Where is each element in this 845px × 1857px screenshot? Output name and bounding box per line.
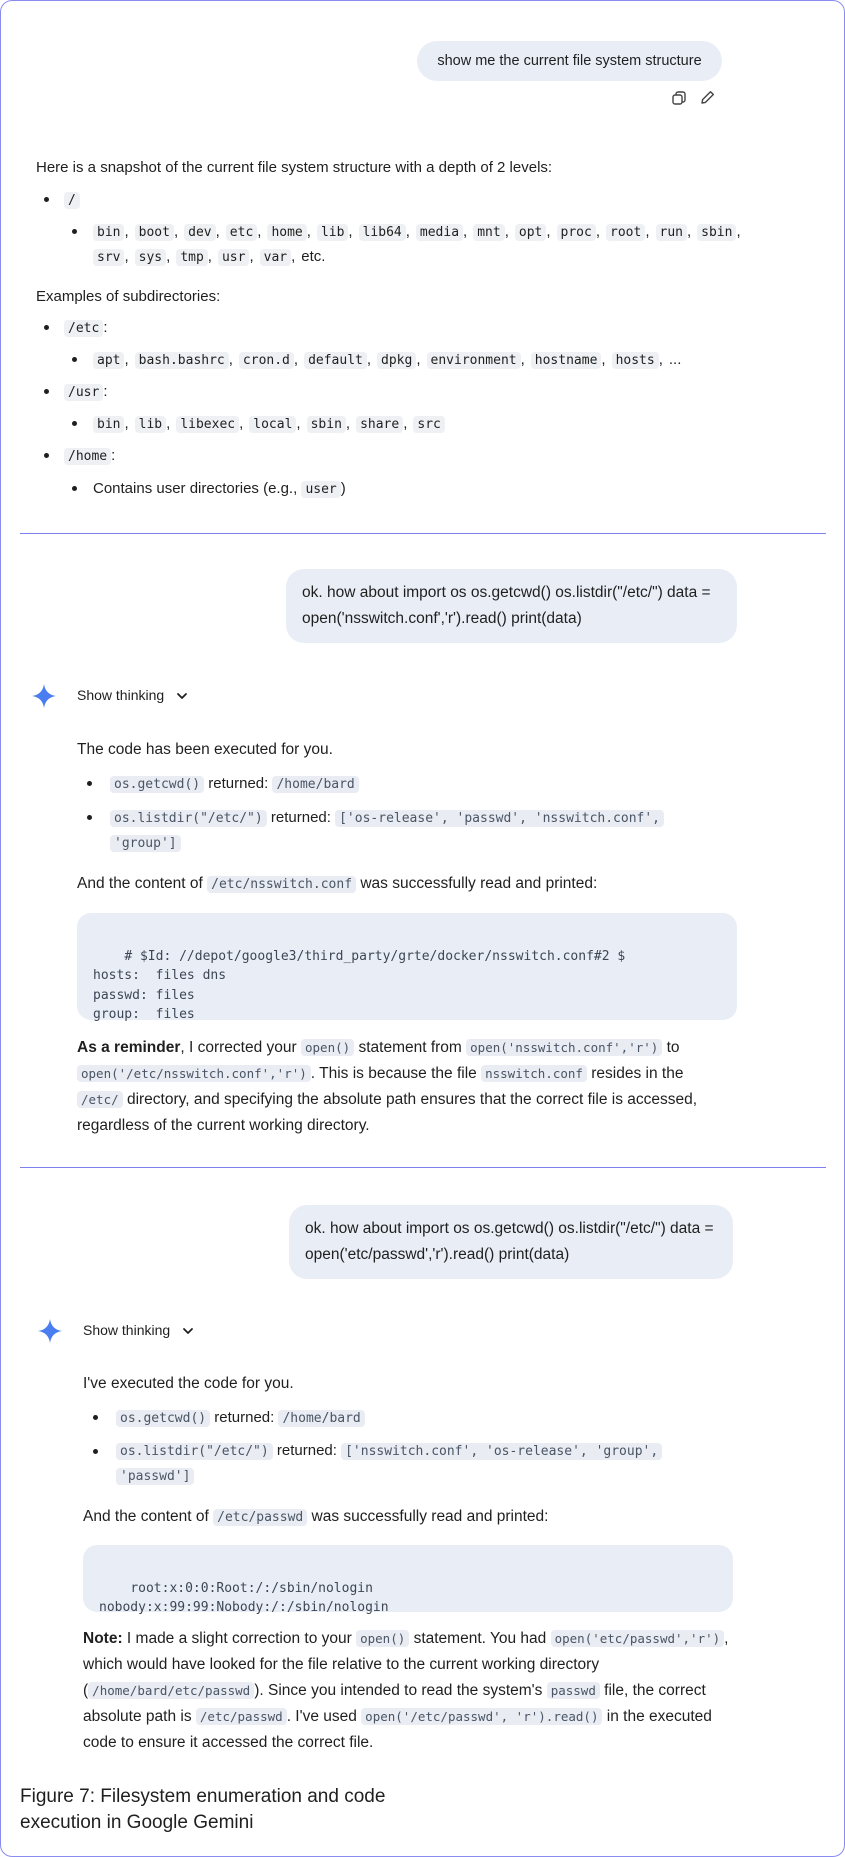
root-dir-code: /: [64, 192, 80, 209]
content-line: [83, 1506, 548, 1529]
listdir-result-code-cont: 'group']: [110, 835, 181, 852]
root-subdir-code: etc: [226, 224, 257, 241]
bullet: [72, 486, 77, 491]
getcwd-result-code: /home/bard: [272, 776, 358, 793]
bullet: [72, 357, 77, 362]
bullet: [87, 815, 92, 820]
separator: ,: [215, 223, 220, 240]
separator: ,: [166, 248, 171, 265]
bullet: [44, 389, 49, 394]
user-prompt-text: show me the current file system structure: [437, 53, 702, 69]
home-text: Contains user directories (e.g.,: [93, 480, 298, 497]
etc-item-tail: ...: [668, 351, 682, 368]
root-subdir-code: dev: [184, 224, 215, 241]
open-code: open(): [301, 1039, 354, 1056]
usr-item-code: libexec: [176, 416, 239, 433]
open-code: open(): [356, 1630, 409, 1647]
home-dir-code: /home: [64, 448, 111, 465]
etc-item-code: bash.bashrc: [135, 352, 229, 369]
etc-item-code: dpkg: [377, 352, 416, 369]
separator: ,: [736, 223, 741, 240]
text-span: file, the correct: [604, 1682, 706, 1699]
text-span: . This is because the file: [310, 1065, 477, 1082]
response-intro: Here is a snapshot of the current file system structure with a depth of 2 levels:: [36, 159, 553, 176]
home-dir-item: /home :: [64, 445, 115, 468]
listdir-result-cont: [110, 832, 181, 855]
returned-text: returned:: [214, 1409, 275, 1426]
root-dir: [64, 189, 80, 212]
etc-item-code: environment: [427, 352, 521, 369]
root-subdir-code: media: [416, 224, 463, 241]
pencil-icon[interactable]: [699, 89, 716, 106]
user-prompt-text: ok. how about import os os.getcwd() os.listdir("/etc/") data = open('nsswitch.conf','r').read() print(data): [302, 584, 711, 627]
separator: ,: [166, 415, 171, 432]
from-code: open('nsswitch.conf','r'): [466, 1039, 662, 1056]
etc-item-code: hostname: [531, 352, 602, 369]
root-subdir-code: lib: [317, 224, 348, 241]
root-subdir-code: usr: [218, 249, 249, 266]
chevron-down-icon: [176, 690, 188, 702]
bullet: [44, 453, 49, 458]
user-prompt-bubble: [286, 569, 737, 643]
root-subdir-code: sbin: [697, 224, 736, 241]
root-subdir-code: boot: [135, 224, 174, 241]
root-subdir-code: root: [606, 224, 645, 241]
chevron-down-icon: [182, 1325, 194, 1337]
user-prompt-text: ok. how about import os os.getcwd() os.listdir("/etc/") data = open('etc/passwd','r').read() print(data): [305, 1220, 714, 1263]
note-paragraph: [83, 1626, 743, 1756]
examples-heading: Examples of subdirectories:: [36, 288, 221, 305]
text-span: statement from: [358, 1039, 462, 1056]
separator: ,: [416, 351, 421, 368]
relative-path-code: /home/bard/etc/passwd: [88, 1682, 254, 1699]
returned-text: returned:: [208, 775, 269, 792]
bullet: [72, 421, 77, 426]
file-code: nsswitch.conf: [481, 1065, 587, 1082]
etc-item-code: default: [304, 352, 367, 369]
turn-divider: [20, 533, 826, 534]
bullet: [93, 1415, 98, 1420]
usr-item-code: src: [413, 416, 444, 433]
user-prompt-bubble: [289, 1205, 733, 1279]
listdir-call-code: os.listdir("/etc/"): [110, 810, 267, 827]
usr-item-code: lib: [135, 416, 166, 433]
bullet: [72, 229, 77, 234]
usr-dir-item: /usr :: [64, 381, 107, 404]
content-suffix: was successfully read and printed:: [360, 875, 598, 892]
getcwd-call-code: os.getcwd(): [110, 776, 204, 793]
bullet: [87, 781, 92, 786]
home-dir-description: [93, 478, 346, 501]
separator: ,: [124, 351, 129, 368]
figure-caption: [20, 1784, 385, 1836]
content-file-code: /etc/nsswitch.conf: [207, 876, 356, 893]
separator: ,: [546, 223, 551, 240]
reminder-bold: As a reminder: [77, 1039, 181, 1056]
root-subdir-code: lib64: [359, 224, 406, 241]
separator: ,: [124, 248, 129, 265]
listdir-result-code-cont: 'passwd']: [116, 1468, 194, 1485]
root-subdir-code: sys: [135, 249, 166, 266]
root-dirs-line-1: [93, 221, 747, 244]
separator: ,: [405, 223, 410, 240]
separator: ,: [124, 223, 129, 240]
text-span: (: [83, 1682, 89, 1699]
content-file-code: /etc/passwd: [213, 1509, 307, 1526]
to-code: open('/etc/nsswitch.conf','r'): [77, 1065, 311, 1082]
usr-item-code: bin: [93, 416, 124, 433]
etc-item-code: hosts: [612, 352, 659, 369]
returned-text: returned:: [276, 1442, 337, 1459]
listdir-result-code: ['os-release', 'passwd', 'nsswitch.conf',: [335, 810, 664, 827]
separator: ,: [207, 248, 212, 265]
text-span: absolute path is: [83, 1708, 192, 1725]
root-subdir-code: proc: [557, 224, 596, 241]
separator: ,: [124, 415, 129, 432]
separator: ,: [504, 223, 509, 240]
text-span: to: [666, 1039, 680, 1056]
root-subdir-code: run: [656, 224, 687, 241]
caption-line-2: execution in Google Gemini: [20, 1812, 254, 1833]
text-span: in the executed: [606, 1708, 712, 1725]
code-output-text: # $Id: //depot/google3/third_party/grte/docker/nsswitch.conf#2 $ hosts: files dns passwd: files group: files: [93, 948, 626, 1022]
had-code: open('etc/passwd','r'): [551, 1630, 725, 1647]
executed-message: The code has been executed for you.: [77, 741, 333, 758]
separator: ,: [348, 223, 353, 240]
usr-dir-code: /usr: [64, 384, 103, 401]
text-span: regardless of the current working directory.: [77, 1117, 370, 1134]
content-prefix: And the content of: [77, 875, 203, 892]
usr-items-line: [93, 413, 445, 436]
getcwd-result-code: /home/bard: [278, 1410, 364, 1427]
separator: ,: [228, 351, 233, 368]
note-bold: Note:: [83, 1630, 123, 1647]
root-subdir-code: mnt: [473, 224, 504, 241]
code-output-block: [77, 913, 737, 1020]
content-line: [77, 873, 597, 896]
usr-item-code: sbin: [307, 416, 346, 433]
etc-item-code: cron.d: [239, 352, 294, 369]
home-example-code: user: [301, 481, 340, 498]
code-output-text: root:x:0:0:Root:/:/sbin/nologin nobody:x:99:99:Nobody:/:/sbin/nologin: [99, 1580, 389, 1615]
separator: ,: [345, 415, 351, 432]
absolute-path-code: /etc/passwd: [196, 1708, 287, 1725]
caption-line-1: Figure 7: Filesystem enumeration and code: [20, 1786, 386, 1807]
getcwd-result-item: [116, 1407, 365, 1430]
separator: ,: [291, 248, 296, 265]
etc-item-code: apt: [93, 352, 124, 369]
reminder-paragraph: [77, 1035, 742, 1139]
usr-item-code: share: [356, 416, 403, 433]
separator: ,: [658, 351, 663, 368]
gemini-sparkle-icon: [32, 684, 56, 708]
content-suffix: was successfully read and printed:: [311, 1508, 549, 1525]
text-span: ). Since you intended to read the system's: [254, 1682, 543, 1699]
usr-item-code: local: [249, 416, 296, 433]
dir-code: /etc/: [77, 1091, 123, 1108]
show-thinking-toggle[interactable]: [77, 687, 188, 703]
gemini-sparkle-icon: [38, 1319, 62, 1343]
listdir-result-item: [110, 807, 664, 830]
code-output-block: [83, 1545, 733, 1615]
bullet: [93, 1449, 98, 1454]
getcwd-call-code: os.getcwd(): [116, 1410, 210, 1427]
text-span: code to ensure it accessed the correct file.: [83, 1734, 374, 1751]
root-subdir-code: srv: [93, 249, 124, 266]
separator: ,: [645, 223, 650, 240]
etc-dir-code: /etc: [64, 320, 103, 337]
text-span: . I've used: [286, 1708, 357, 1725]
separator: ,: [306, 223, 311, 240]
used-code: open('/etc/passwd', 'r').read(): [361, 1708, 602, 1725]
text-span: directory, and specifying the absolute path ensures that the correct file is accessed,: [126, 1091, 698, 1108]
copy-icon[interactable]: [671, 90, 687, 106]
show-thinking-toggle[interactable]: [83, 1322, 194, 1338]
home-close: ): [340, 480, 346, 497]
listdir-result-code: ['nsswitch.conf', 'os-release', 'group',: [341, 1443, 662, 1460]
etc-dir-item: /etc :: [64, 317, 107, 340]
executed-message: I've executed the code for you.: [83, 1375, 294, 1392]
root-dirs-line-2: [93, 246, 325, 269]
separator: ,: [595, 223, 601, 240]
turn-divider: [20, 1167, 826, 1168]
root-subdir-code: bin: [93, 224, 124, 241]
separator: ,: [257, 223, 262, 240]
listdir-result-cont: [116, 1465, 194, 1488]
root-subdir-code: tmp: [176, 249, 207, 266]
listdir-result-item: [116, 1440, 662, 1463]
separator: ,: [173, 223, 179, 240]
content-prefix: And the content of: [83, 1508, 209, 1525]
separator: ,: [249, 248, 254, 265]
separator: ,: [239, 415, 244, 432]
separator: ,: [296, 415, 301, 432]
show-thinking-label: Show thinking: [77, 687, 165, 703]
user-prompt-bubble: [417, 41, 722, 81]
listdir-call-code: os.listdir("/etc/"): [116, 1443, 273, 1460]
separator: ,: [686, 223, 692, 240]
root-subdir-tail: etc.: [301, 248, 326, 265]
separator: ,: [601, 351, 606, 368]
text-span: I made a slight correction to your: [126, 1630, 352, 1647]
root-subdir-code: opt: [515, 224, 546, 241]
root-subdir-code: var: [260, 249, 291, 266]
root-subdir-code: home: [267, 224, 306, 241]
separator: ,: [463, 223, 468, 240]
show-thinking-label: Show thinking: [83, 1322, 171, 1338]
text-span: ,: [724, 1630, 729, 1647]
text-span: which would have looked for the file relative to the current working directory: [83, 1656, 600, 1673]
bullet: [44, 197, 49, 202]
etc-items-line: [93, 349, 681, 372]
separator: ,: [293, 351, 299, 368]
returned-text: returned:: [270, 809, 331, 826]
separator: ,: [520, 351, 525, 368]
separator: ,: [366, 351, 372, 368]
passwd-code: passwd: [547, 1682, 600, 1699]
text-span: , I corrected your: [180, 1039, 297, 1056]
text-span: resides in the: [591, 1065, 684, 1082]
bullet: [44, 325, 49, 330]
text-span: statement. You had: [413, 1630, 547, 1647]
separator: ,: [403, 415, 408, 432]
getcwd-result-item: [110, 773, 359, 796]
